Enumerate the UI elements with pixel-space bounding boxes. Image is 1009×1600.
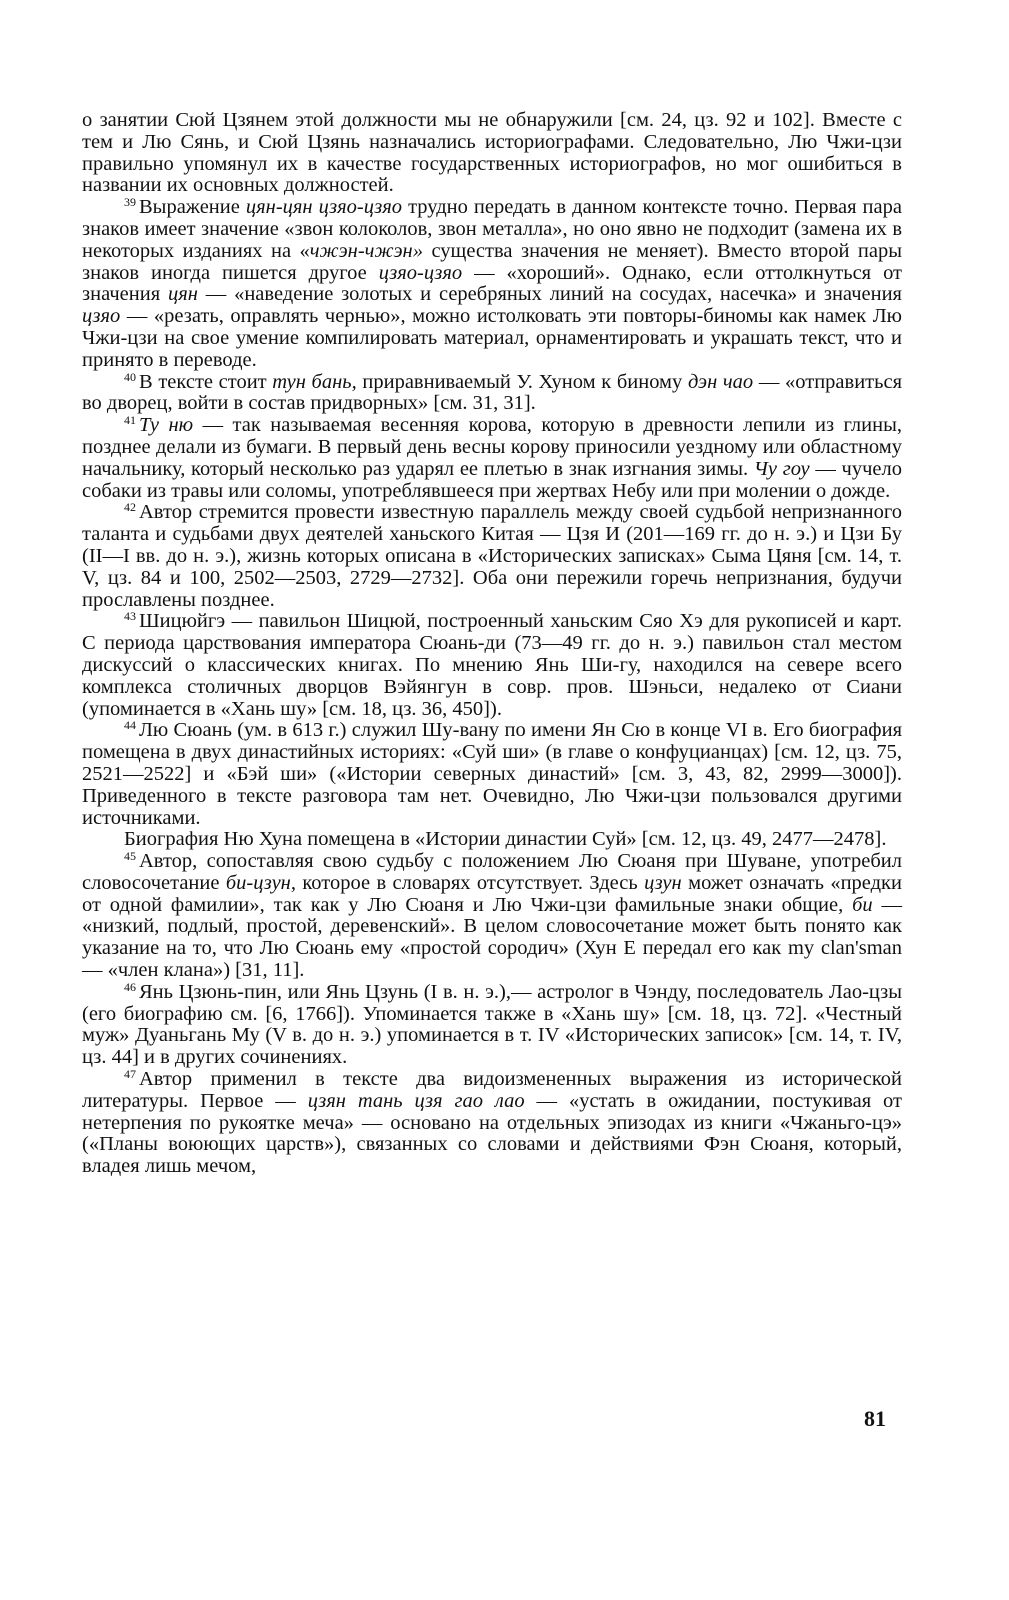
italic-term: цян-цян цзяо-цзяо (245, 196, 403, 219)
footnote-number: 46 (124, 979, 136, 994)
text-run: — так называемая весенняя корова, которую в древности лепили из глины, позднее делали из бумаги. В первый день весны корову приносили уездному или областному начальнику, который несколько раз ударял ее плетью в знак изгнания зимы. (82, 414, 902, 480)
text-run: Выражение (139, 196, 246, 219)
italic-term: би (852, 893, 873, 916)
footnote-number: 41 (124, 413, 136, 428)
text-run: Автор применил в тексте два видоизмененных выражения из исторической литературы. Первое — (82, 1068, 902, 1112)
footnote-44 (82, 720, 902, 829)
footnote-46 (82, 979, 902, 1069)
page-number: 81 (864, 1406, 886, 1431)
footnote-number: 43 (124, 609, 136, 624)
footnote-44-continuation: Биография Ню Хуна помещена в «Истории династии Суй» [см. 12, цз. 49, 2477—2478]. (124, 828, 887, 851)
footnote-number: 44 (124, 718, 136, 733)
text-run: Автор стремится провести известную параллель между своей судьбой непризнанного таланта и судьбами двух деятелей ханьского Китая — Цзя И (201—169 гг. до н. э.) и Цзи Бу (II—I вв. до н. э.), жизнь которых описана в «Исторических записках» Сыма Цяня [см. 14, т. V, цз. 84 и 100, 2502—2503, 2729—2732]. Оба они пережили горечь непризнания, будучи прославлены позднее. (82, 501, 902, 611)
footnote-number: 47 (124, 1067, 136, 1082)
italic-term: дэн чао (687, 370, 754, 393)
footnote-41 (82, 415, 902, 502)
italic-term: Ту ню (139, 414, 194, 437)
page-body (82, 110, 902, 1178)
text-run: Автор, сопоставляя свою судьбу с положением Лю Сюаня при Шуване, употребил словосочетание (82, 850, 902, 894)
footnote-number: 39 (124, 195, 136, 210)
footnote-number: 45 (124, 849, 136, 864)
text-run: В тексте стоит (139, 370, 273, 393)
text-run: — чучело собаки из травы или соломы, употреблявшееся при жертвах Небу или при молении о дожде. (82, 457, 902, 502)
footnote-number: 40 (124, 369, 136, 384)
text-run: Янь Цзюнь-пин, или Янь Цзунь (I в. н. э.),— астролог в Чэнду, последователь Лао-цзы (его биографию см. [6, 1766]). Упоминается также в «Хань шу» [см. 18, цз. 72]. «Честный муж» Дуаньгань Му (V в. до н. э.) упоминается в т. IV «Исторических записок» [см. 14, т. IV, цз. 44] и в других сочинениях. (82, 980, 902, 1069)
footnote-43 (82, 611, 902, 720)
text-run: Шицюйгэ — павильон Шицюй, построенный ханьским Сяо Хэ для рукописей и карт. С периода царствования императора Сюань-ди (73—49 гг. до н. э.) павильон стал местом дискуссий о классических книгах. По мнению Янь Ши-гу, находился на севере всего комплекса столичных дворцов Вэйянгун в совр. пров. Шэньси, недалеко от Сиани (упоминается в «Хань шу» [см. 18, цз. 36, 450]). (82, 610, 902, 720)
text-run: трудно передать в данном контексте точно. Первая пара знаков имеет значение «звон колоколов, звон металла», но оно явно не подходит (замена их в некоторых изданиях на « (82, 196, 902, 262)
text-run: приравниваемый У. Хуном к биному (356, 370, 688, 393)
footnote-47 (82, 1069, 902, 1178)
text-run: — «наведение золотых и серебряных линий на сосудах, насечка» и значения (197, 283, 902, 306)
italic-term: чжэн-чжэн» (309, 239, 423, 262)
text-run: существа значения не меняет). Вместо второй пары знаков иногда пишется другое (82, 239, 902, 284)
italic-term: цзяо-цзяо (378, 261, 463, 284)
italic-term: тун бань, (272, 370, 357, 393)
italic-term: цзун (644, 871, 682, 894)
text-run: — «резать, оправлять чернью», можно истолковать эти повторы-биномы как намек Лю Чжи-цзи на свое умение компилировать материал, орнаментировать и украшать текст, что и принято в переводе. (82, 305, 902, 371)
footnote-number: 42 (124, 500, 136, 515)
italic-term: цян (167, 283, 198, 306)
italic-term: цзяо (82, 305, 121, 328)
italic-term: би-цзун, (225, 871, 296, 894)
text-run: — «отправиться во дворец, войти в состав придворных» [см. 31, 31]. (82, 370, 903, 415)
text-run: может означать «предки от одной фамилии», так как у Лю Сюаня и Лю Чжи-цзи фамильные знаки общие, (82, 871, 902, 916)
footnote-42 (82, 502, 902, 611)
text-run: — «хороший». Однако, если оттолкнуться от значения (82, 261, 903, 306)
continuation-paragraph: о занятии Сюй Цзянем этой должности мы не обнаружили [см. 24, цз. 92 и 102]. Вместе с тем и Лю Сянь, и Сюй Цзянь назначались историографами. Следовательно, Лю Чжи-цзи правильно упомянул их в качестве государственных историографов, но мог ошибиться в названии их основных должностей. (82, 109, 902, 197)
footnote-40 (82, 369, 903, 416)
text-run: — «низкий, подлый, простой, деревенский». В целом словосочетание может быть понято как указание на то, что Лю Сюань ему «простой сородич» (Хун Е передал его как my clan'sman — «член клана») [31, 11]. (82, 893, 902, 982)
text-run: которое в словарях отсутствует. Здесь (295, 871, 645, 894)
footnote-45 (82, 851, 902, 982)
italic-term: Чу гоу (753, 457, 810, 480)
text-run: Лю Сюань (ум. в 613 г.) служил Шу-вану по имени Ян Сю в конце VI в. Его биография помещена в двух династийных историях: «Суй ши» (в главе о конфуцианцах) [см. 12, цз. 75, 2521—2522] и «Бэй ши» («Истории северных династий» [см. 3, 43, 82, 2999—3000]). Приведенного в тексте разговора там нет. Очевидно, Лю Чжи-цзи пользовался другими источниками. (82, 719, 902, 829)
text-run: — «устать в ожидании, постукивая от нетерпения по рукоятке меча» — основано на отдельных эпизодах из книги «Чжаньго-цэ» («Планы воюющих царств»), связанных со словами и действиями Фэн Сюаня, который, владея лишь мечом, (82, 1089, 902, 1178)
italic-term: цзян тань цзя гао лао (307, 1089, 525, 1112)
footnote-39 (82, 197, 902, 371)
